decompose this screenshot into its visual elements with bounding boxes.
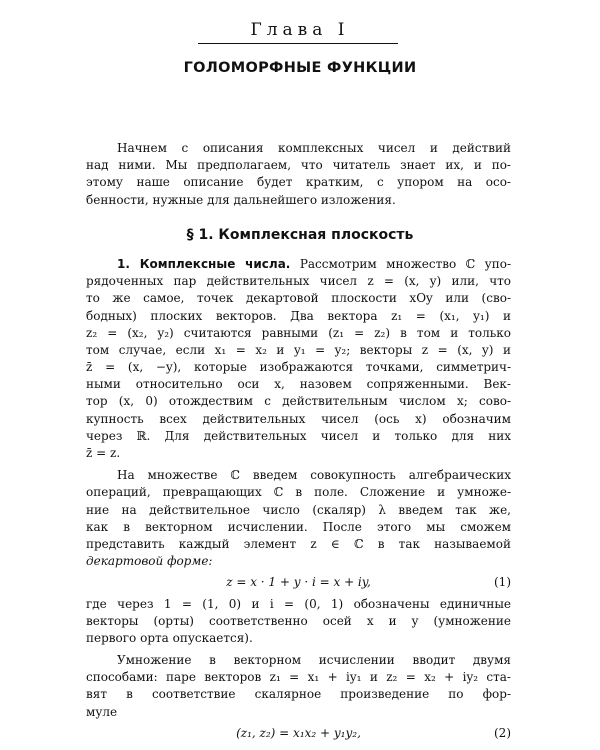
paragraph-line: купность всех действительных чисел (ось x) обозначим [86, 411, 511, 426]
formula-2-text: (z₁, z₂) = x₁x₂ + y₁y₂, [236, 725, 361, 740]
intro-line: бенности, нужные для дальнейшего изложения. [86, 192, 396, 207]
paragraph-line: через ℝ. Для действительных чисел и только для них [86, 428, 511, 443]
formula-1-number: (1) [494, 575, 511, 590]
subsection-lead: 1. Комплексные числа. [117, 256, 291, 271]
paragraph-line: тор (x, 0) отождествим с действительным числом x; сово- [86, 394, 511, 409]
paragraph-line: векторы (орты) соответственно осей x и y (умножение [86, 613, 511, 628]
paragraph-line: z̄ = (x, −y), которые изображаются точками, симметрич- [86, 360, 511, 375]
paragraph-line: представить каждый элемент z ∈ ℂ в так называемой [86, 536, 511, 551]
paragraph-line: z₂ = (x₂, y₂) считаются равными (z₁ = z₂) в том и только [86, 325, 511, 340]
paragraph-line: муле [86, 704, 118, 719]
chapter-label: Глава I [250, 20, 350, 40]
paragraph-line: вят в соответствие скалярное произведение по фор- [86, 687, 511, 702]
formula-1 [86, 574, 511, 591]
paragraph-line: На множестве ℂ введем совокупность алгебраических [117, 468, 511, 483]
intro-line: Начнем с описания комплексных чисел и действий [117, 141, 511, 155]
paragraph-line: ние на действительное число (скаляр) λ введем так же, [86, 502, 511, 517]
paragraph-line: операций, превращающих ℂ в поле. Сложение и умноже- [86, 485, 511, 500]
formula-2-number: (2) [494, 725, 511, 740]
paragraph-line: как в векторном исчислении. После этого мы сможем [86, 519, 511, 534]
paragraph-line: том случае, если x₁ = x₂ и y₁ = y₂; векторы z = (x, y) и [86, 342, 511, 357]
paragraph-line: декартовой форме: [86, 554, 213, 569]
paragraph-line: способами: паре векторов z₁ = x₁ + iy₁ и z₂ = x₂ + iy₂ ста- [86, 670, 511, 685]
paragraph-line: z̄ = z. [86, 446, 121, 460]
formula-2 [86, 725, 511, 742]
paragraph-line: бодных) плоских векторов. Два вектора z₁ = (x₁, y₁) и [86, 308, 511, 323]
subsection-first-line [117, 256, 511, 273]
section-heading: § 1. Комплексная плоскость [186, 226, 414, 243]
chapter-title: ГОЛОМОРФНЫЕ ФУНКЦИИ [183, 60, 417, 76]
paragraph-line: Умножение в векторном исчислении вводит двумя [117, 653, 511, 668]
intro-line: над ними. Мы предполагаем, что читатель знает их, и по- [86, 158, 511, 173]
formula-1-text: z = x · 1 + y · i = x + iy, [226, 575, 371, 590]
paragraph-line: ными относительно оси x, назовем сопряженными. Век- [86, 377, 511, 392]
paragraph-line: рядоченных пар действительных чисел z = (x, y) или, что [86, 274, 511, 289]
paragraph-line: первого орта опускается). [86, 630, 253, 645]
subsection-first-line-rest: Рассмотрим множество ℂ упо- [299, 256, 511, 271]
intro-line: этому наше описание будет кратким, с упором на осо- [86, 175, 511, 190]
paragraph-line: то же самое, точек декартовой плоскости xOy или (сво- [86, 291, 511, 306]
chapter-rule [198, 43, 398, 44]
paragraph-line: где через 1 = (1, 0) и i = (0, 1) обозначены единичные [86, 596, 511, 611]
